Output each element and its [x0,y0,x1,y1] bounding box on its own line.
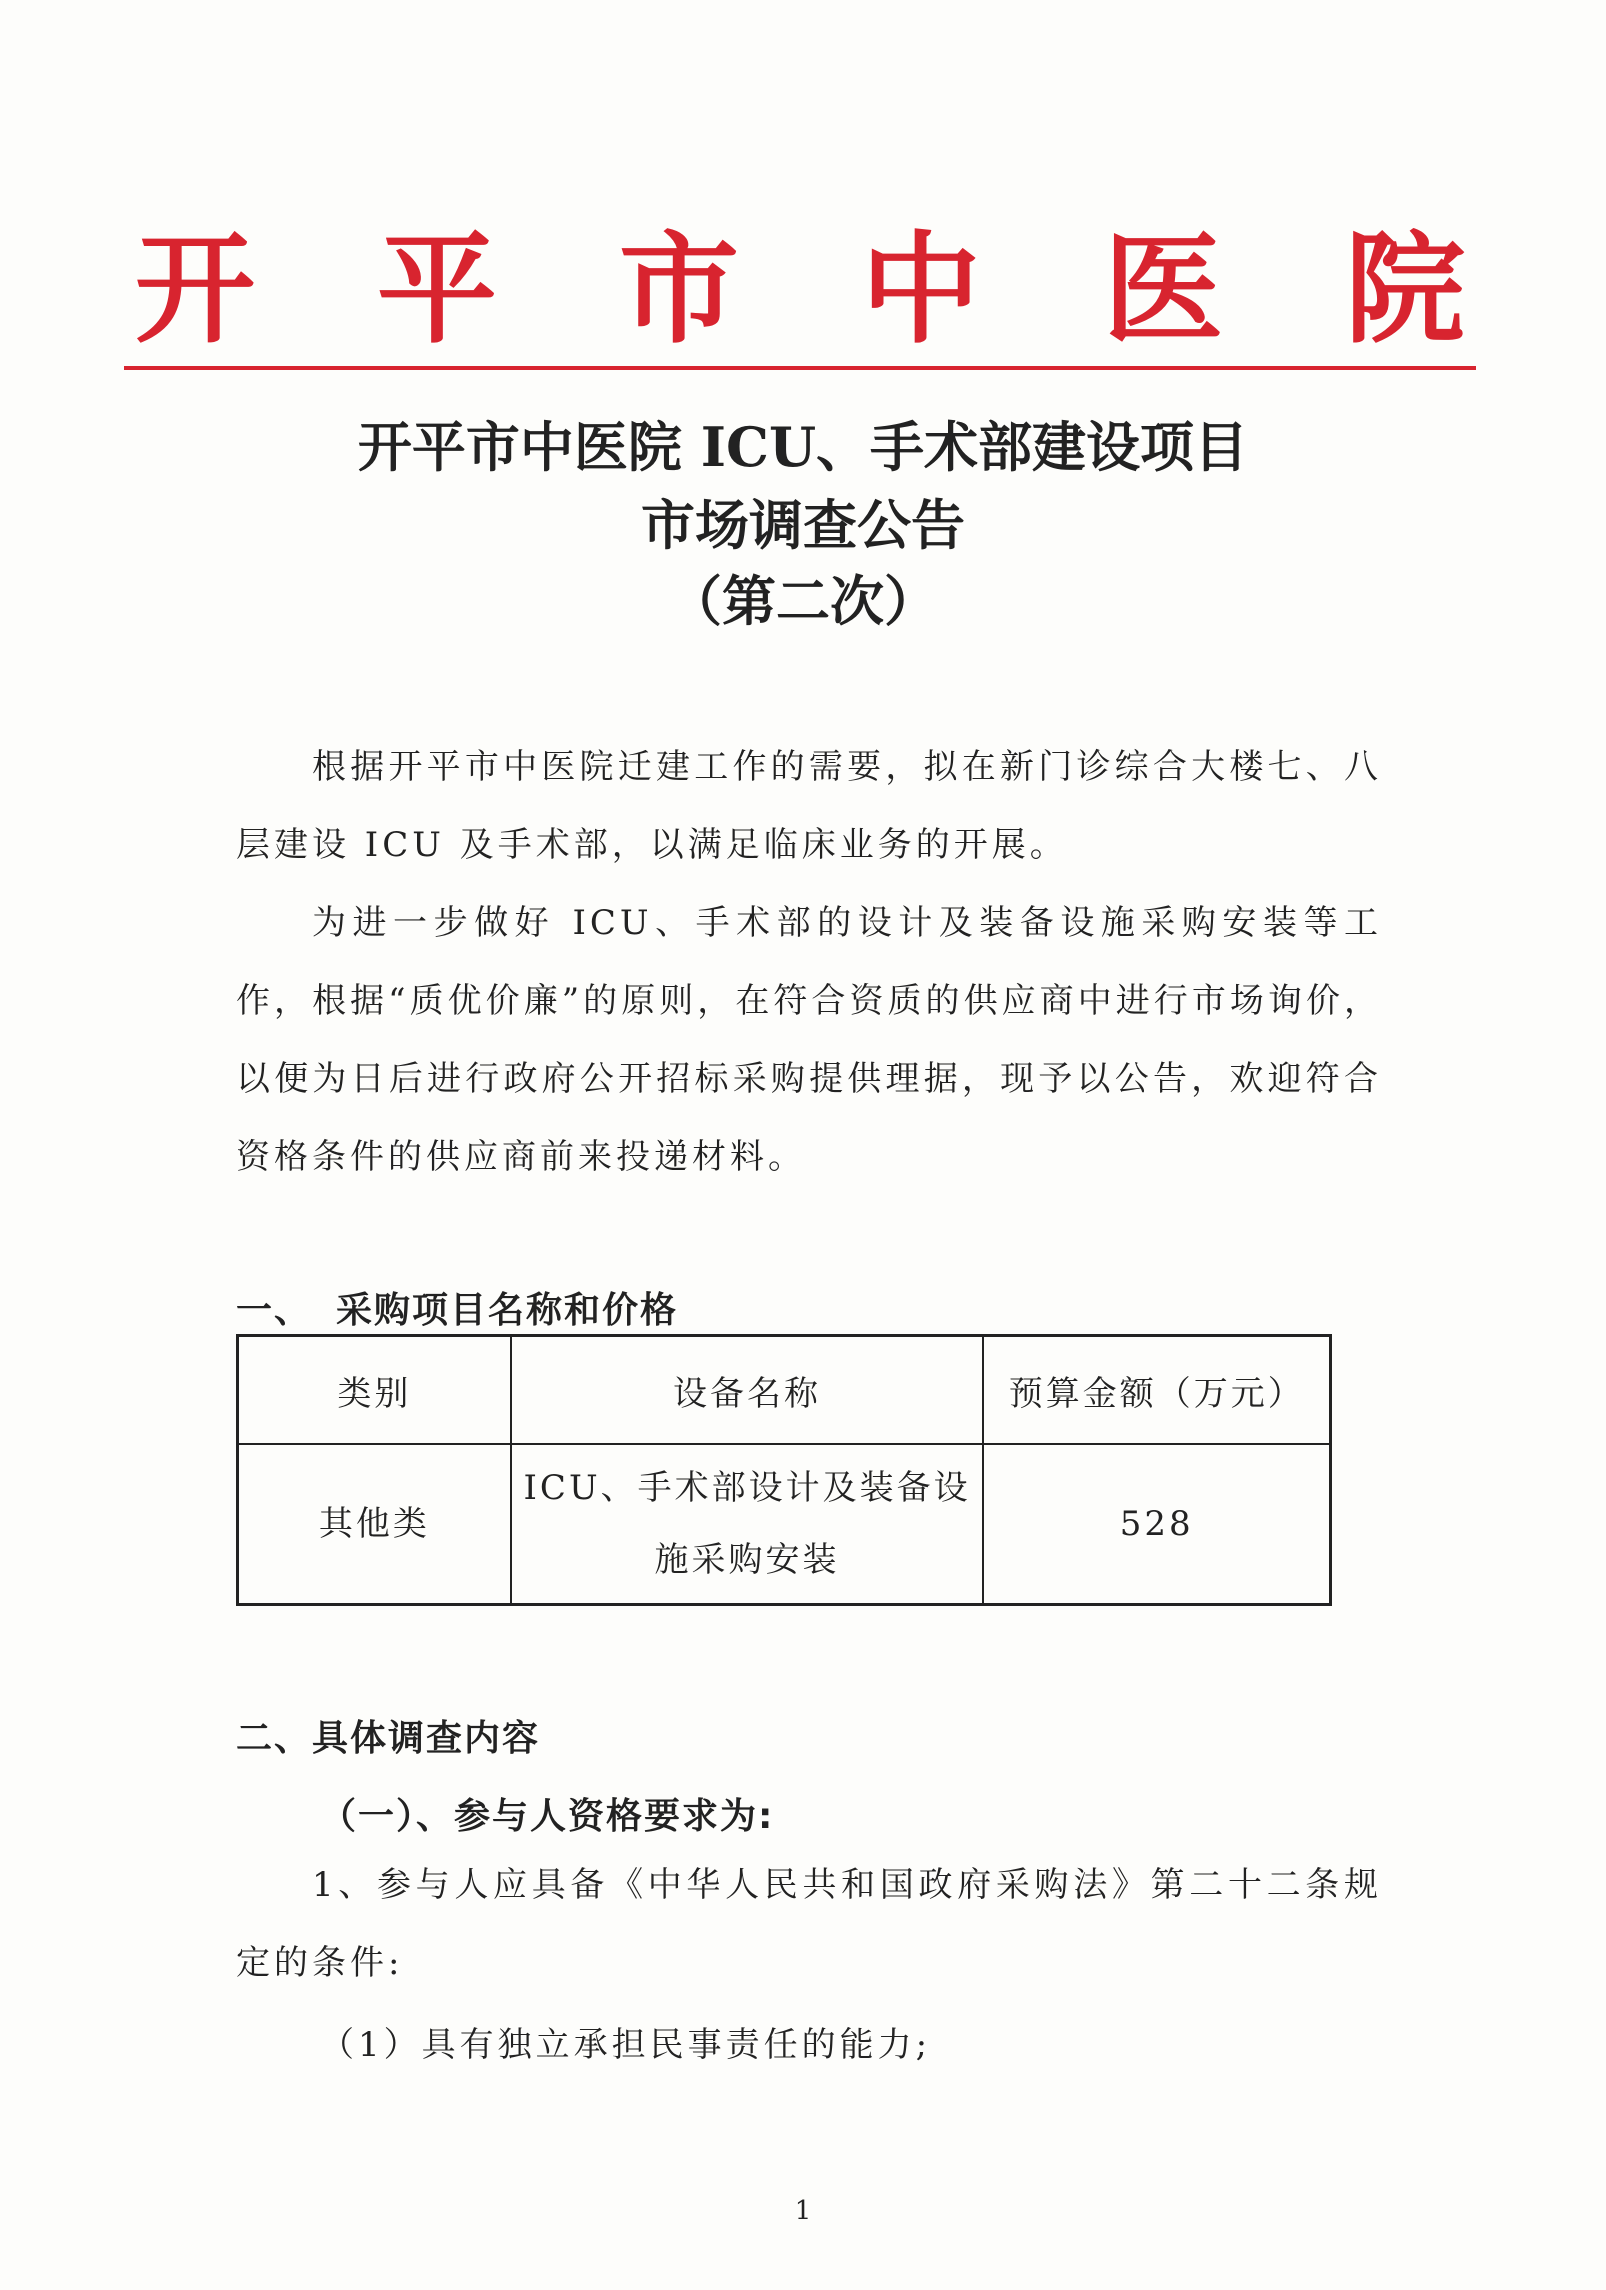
letterhead-char: 院 [1345,219,1465,360]
letterhead-char: 平 [377,219,497,360]
table-cell-category: 其他类 [238,1444,511,1605]
document-title: 开平市中医院 ICU、手术部建设项目 [357,415,1249,479]
letterhead-char: 医 [1103,219,1223,360]
requirement-item-1a: （1）具有独立承担民事责任的能力; [320,2025,932,2065]
table-row [238,1444,1331,1605]
intro-paragraph-2: 为进一步做好 ICU、手术部的设计及装备设施采购安装等工作，根据“质优价廉”的原则，在符合资质的供应商中进行市场询价，以便为日后进行政府公开招标采购提供理据，现予以公告，欢迎符合资格条件的供应商前来投递材料。 [236,903,1382,1177]
letterhead-char: 市 [619,219,739,360]
table-cell-budget: 528 [983,1444,1330,1605]
letterhead [120,220,1480,360]
letterhead-divider [124,366,1476,370]
document-title-line3: （第二次） [668,569,938,633]
section2-heading: 二、具体调查内容 [236,1718,541,1759]
page-number: 1 [794,2196,812,2226]
table-header-cell: 预算金额（万元） [983,1336,1330,1445]
section1-heading: 采购项目名称和价格 [336,1290,679,1331]
procurement-table [236,1334,1332,1606]
requirement-item-1: 1、参与人应具备《中华人民共和国政府采购法》第二十二条规定的条件: [236,1865,1382,1983]
section2-subheading: （一）、参与人资格要求为: [320,1796,775,1837]
table-cell-equipment: ICU、手术部设计及装备设施采购安装 [511,1444,984,1605]
table-header-cell: 类别 [238,1336,511,1445]
letterhead-char: 开 [135,219,255,360]
intro-paragraph-1: 根据开平市中医院迁建工作的需要，拟在新门诊综合大楼七、八层建设 ICU 及手术部，以满足临床业务的开展。 [236,747,1382,865]
table-header-cell: 设备名称 [511,1336,984,1445]
letterhead-char: 中 [861,219,981,360]
table-header-row [238,1336,1331,1445]
document-title-line2: 市场调查公告 [641,493,965,557]
section1-number: 一、 [236,1290,313,1331]
